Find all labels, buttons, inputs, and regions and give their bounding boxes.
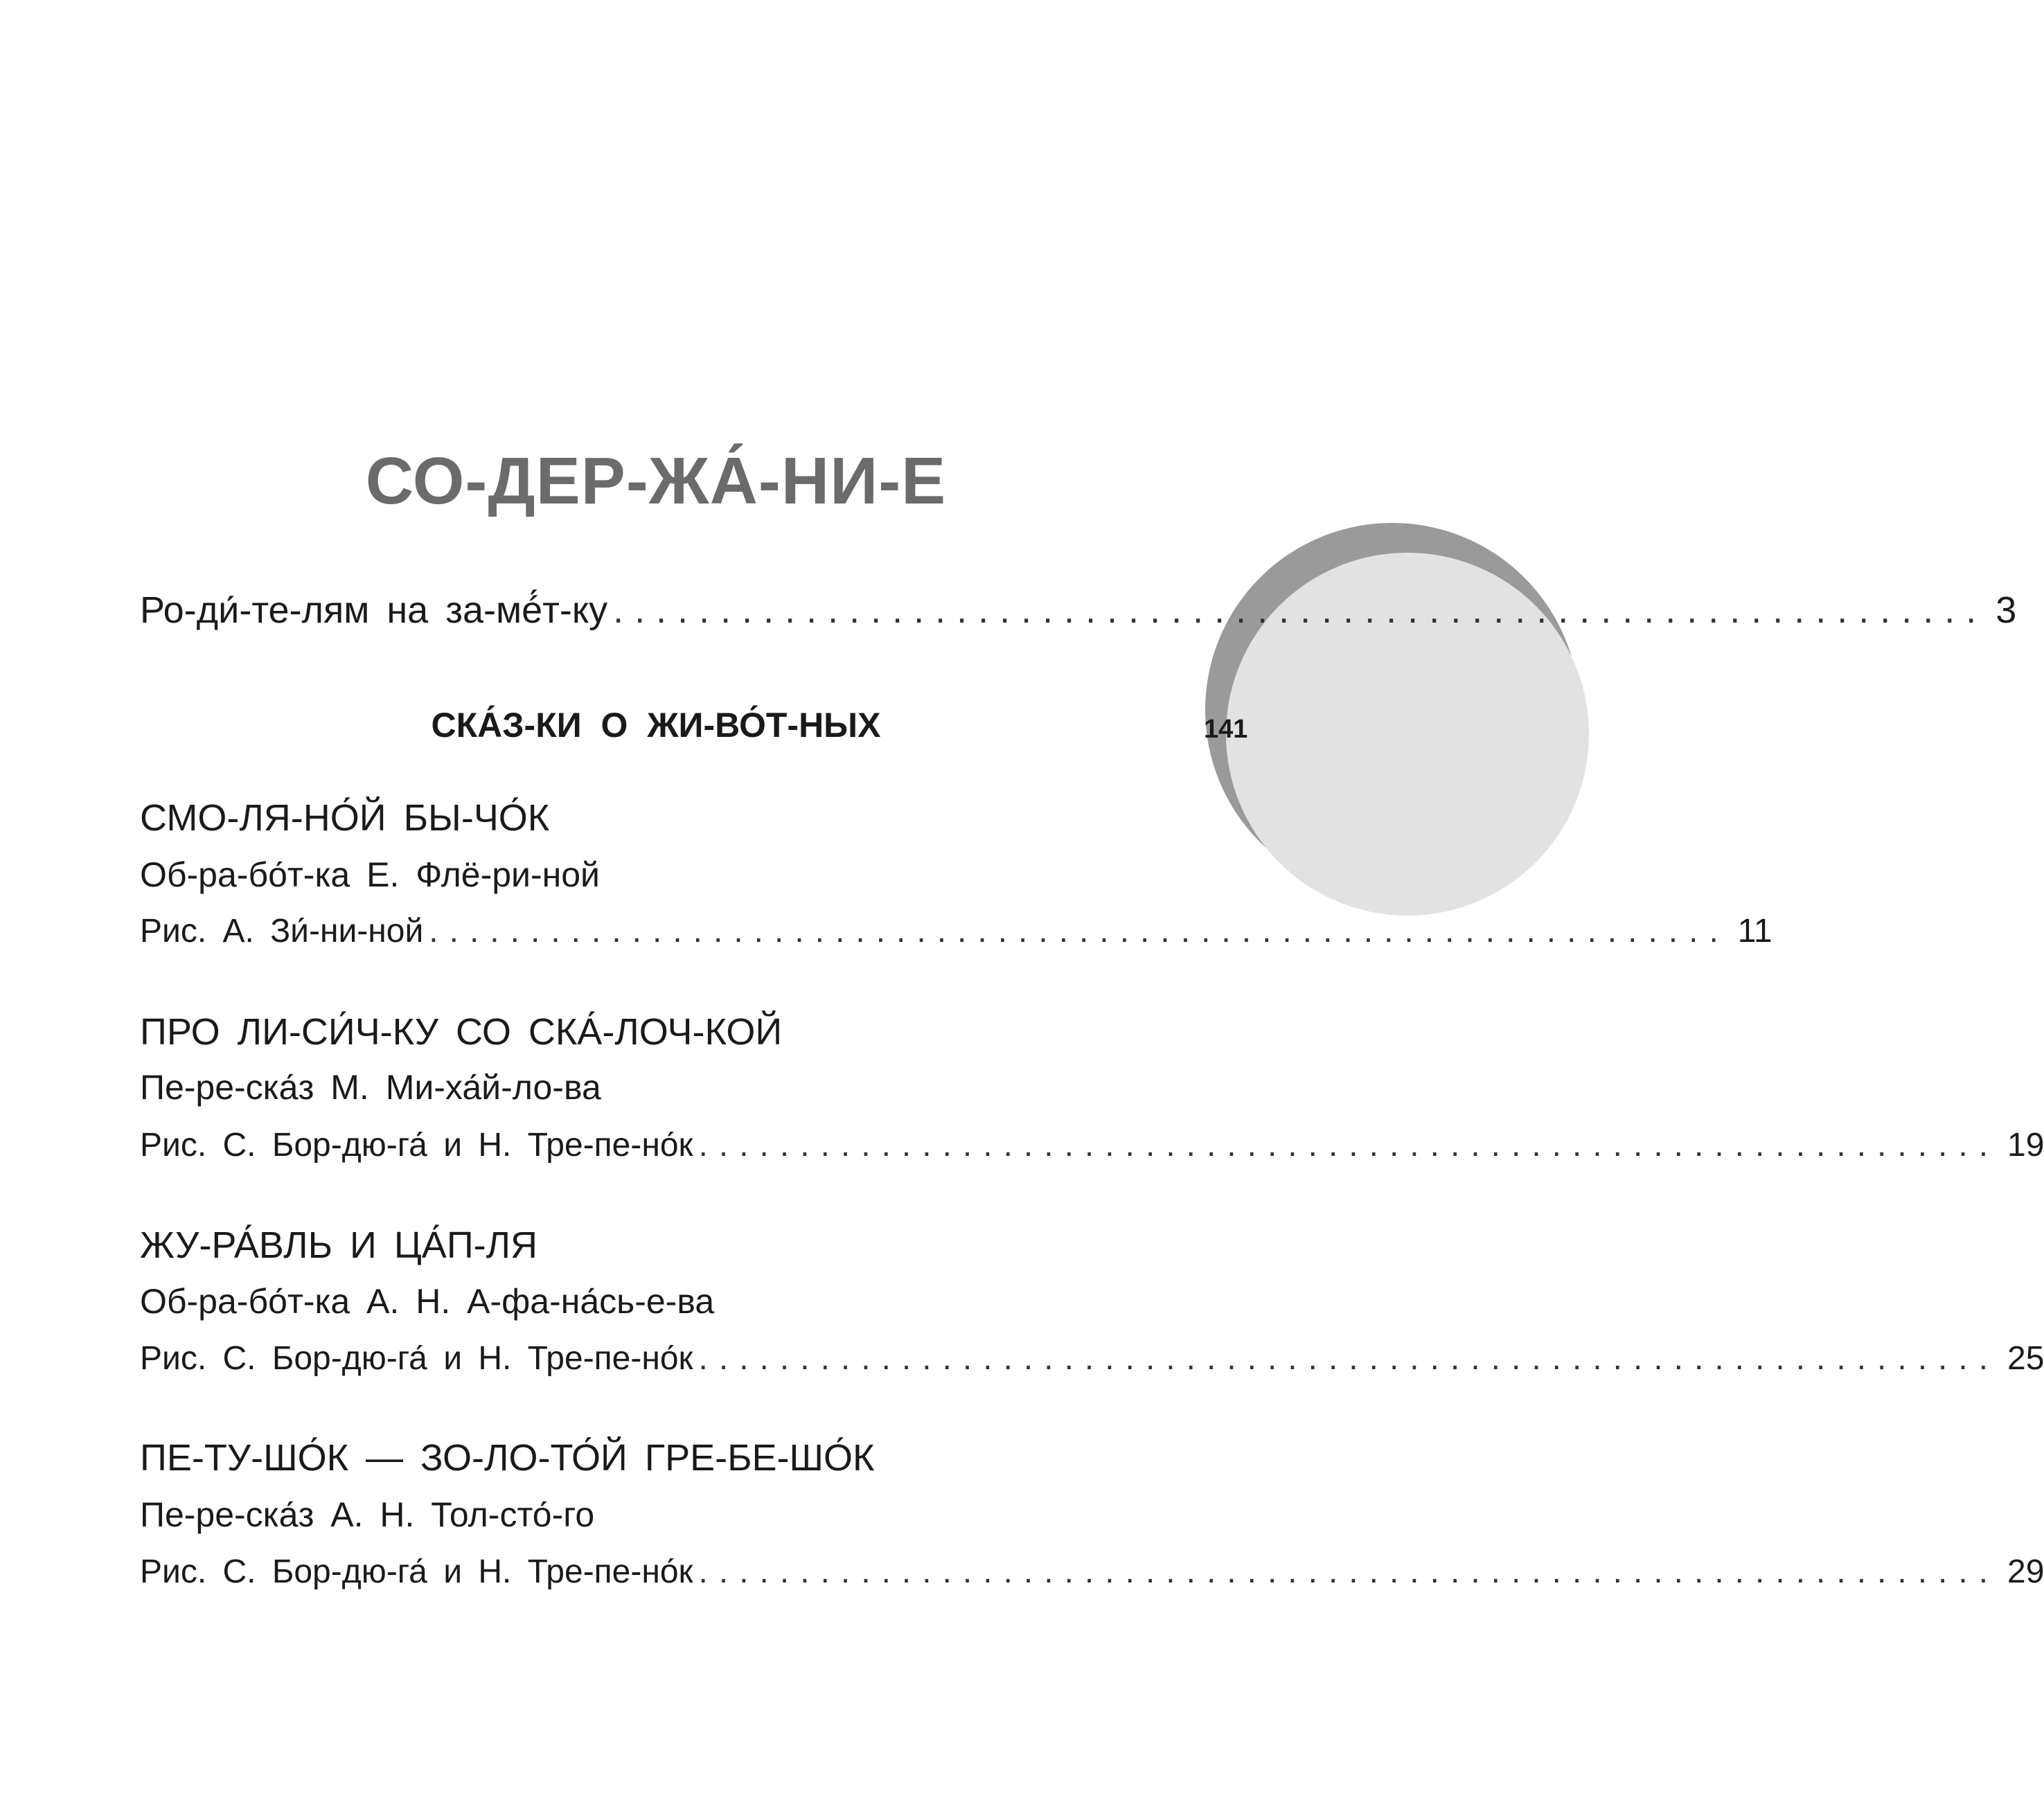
dot-leader: ................................................................ [698,1127,2000,1164]
page-title: СО-ДЕР-ЖА́-НИ-Е [365,444,947,518]
entry-page: 11 [1737,913,1772,950]
entry-page: 25 [2007,1340,2044,1377]
dot-leader: ................................................................ [698,1340,2000,1377]
dot-leader: ................................................................ [429,913,1730,950]
entry-adaptation: Пе-ре-ска́з А. Н. Тол-сто́-го [140,1495,595,1534]
entry-page: 29 [2007,1553,2044,1590]
toc-entry-intro-page: 3 [1996,589,2017,631]
toc-entry-line[interactable] [140,1337,2044,1381]
toc-entry-intro-label: Ро-ди́-те-лям на за-мé́т-ку [140,589,608,631]
entry-page: 19 [2007,1127,2044,1164]
entry-illustrator: Рис. С. Бор-дю-га́ и Н. Тре-пе-но́к [140,1553,693,1590]
toc-entry-line[interactable] [140,909,1772,954]
section-heading: СКА́З-КИ О ЖИ-ВО́Т-НЫХ [431,706,881,745]
entry-title[interactable]: ЖУ-РА́ВЛЬ И ЦА́П-ЛЯ [140,1224,538,1266]
entry-illustrator: Рис. С. Бор-дю-га́ и Н. Тре-пе-но́к [140,1340,693,1377]
entry-illustrator: Рис. А. Зи́-ни-ной [140,913,424,950]
toc-entry-intro[interactable] [140,586,2017,634]
entry-adaptation: Об-ра-бо́т-ка А. Н. А-фа-на́сь-е-ва [140,1282,715,1321]
page-number: 141 [1204,715,1248,744]
dot-leader: ................................................................ [613,589,1988,631]
entry-title[interactable]: СМО-ЛЯ-НО́Й БЫ-ЧО́К [140,797,550,839]
toc-entry-line[interactable] [140,1550,2044,1594]
entry-title[interactable]: ПРО ЛИ-СИ́Ч-КУ СО СКА́-ЛОЧ-КОЙ [140,1011,783,1053]
entry-adaptation: Об-ра-бо́т-ка Е. Флё-ри-ной [140,855,600,894]
entry-illustrator: Рис. С. Бор-дю-га́ и Н. Тре-пе-но́к [140,1127,693,1164]
entry-adaptation: Пе-ре-ска́з М. Ми-ха́й-ло-ва [140,1068,601,1107]
toc-entry-line[interactable] [140,1123,2044,1168]
entry-title[interactable]: ПЕ-ТУ-ШО́К — ЗО-ЛО-ТО́Й ГРЕ-БЕ-ШО́К [140,1437,875,1479]
dot-leader: ................................................................ [698,1553,2000,1590]
